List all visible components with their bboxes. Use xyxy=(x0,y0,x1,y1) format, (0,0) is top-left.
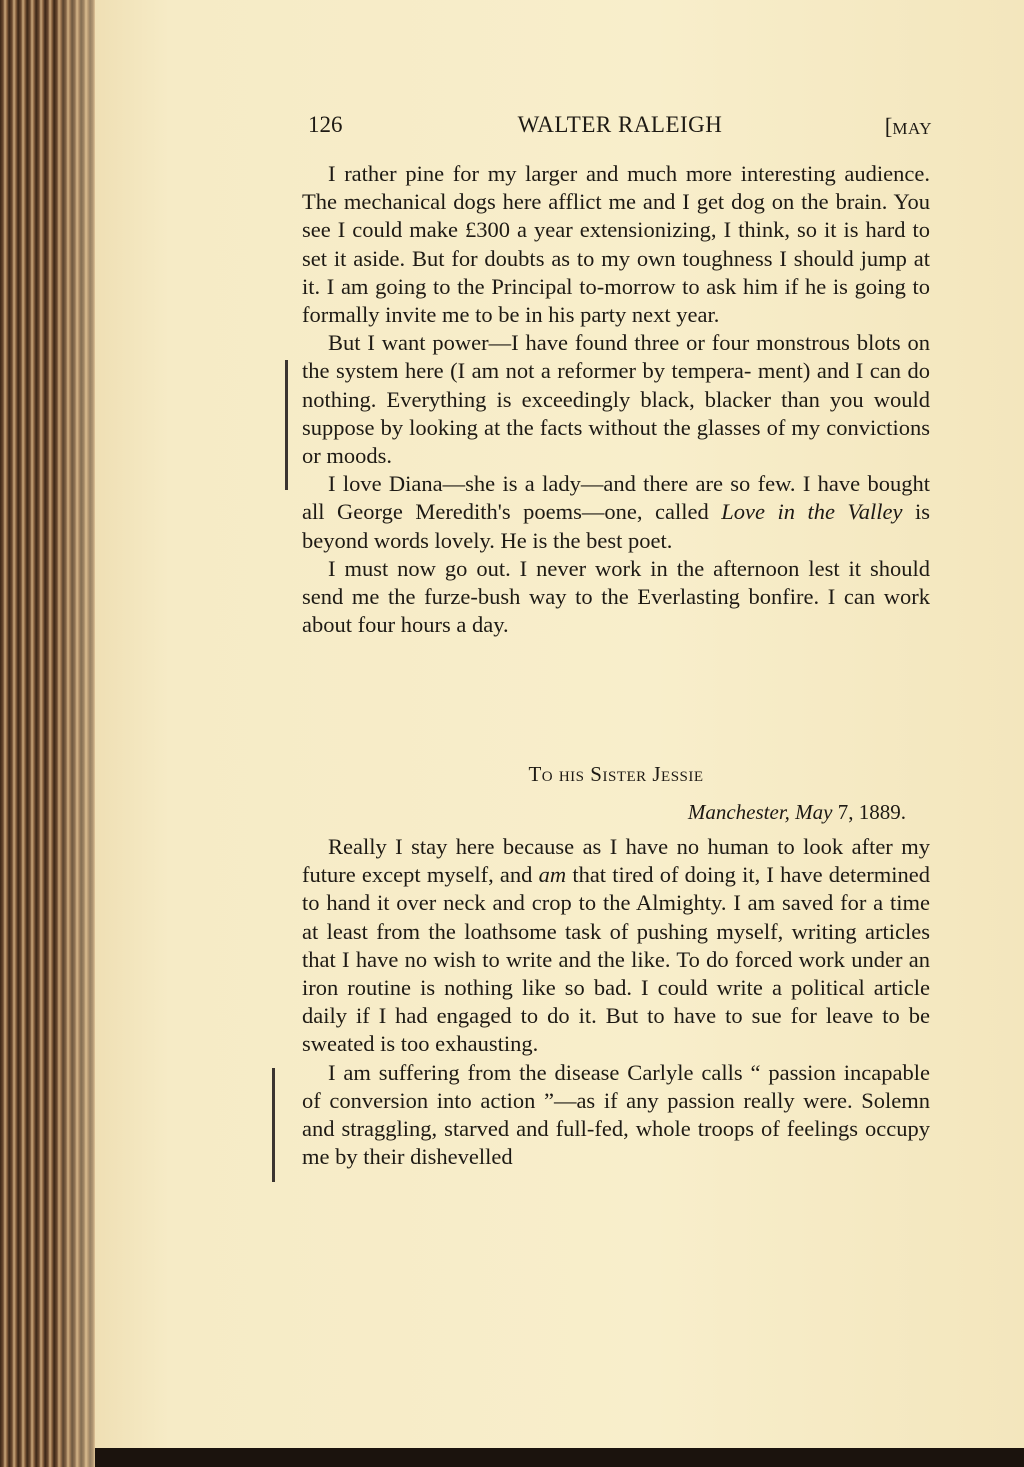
paragraph xyxy=(302,470,930,555)
page-bottom-shadow xyxy=(95,1448,1024,1467)
letter-heading: To his Sister Jessie xyxy=(528,762,704,786)
paragraph-text: that tired of doing it, I have determined to hand it over neck and crop to the Almighty. I am saved for a time at least from the loathsome task of pushing myself, writing articles that I have no wish to write and the like. To do forced work under an iron routine is nothing like so bad. I could write a political article daily if I had engaged to do it. But to have to sue for leave to be sweated is too exhausting. xyxy=(302,862,930,1057)
book-title: Love in the Valley xyxy=(721,499,903,525)
margin-mark xyxy=(285,360,288,490)
paragraph: I must now go out. I never work in the afternoon lest it should send me the furze-bush way to the Everlasting bonfire. I can work about four hours a day. xyxy=(302,555,930,638)
running-title: WALTER RALEIGH xyxy=(517,112,723,137)
page-number: 126 xyxy=(308,112,343,137)
paragraph: But I want power—I have found three or four monstrous blots on the system here (I am not a reformer by tempera- ment) and I can do nothing. Everything is exceedingly black, blacker than you would suppose by looking at the facts without the glasses of my convictions or moods. xyxy=(302,330,930,469)
paragraph: I rather pine for my larger and much more interesting audience. The mechanical dogs here afflict me and I get dog on the brain. You see I could make £300 a year extensionizing, I think, so it is hard to set it aside. But for doubts as to my own toughness I should jump at it. I am going to the Principal to-morrow to ask him if he is going to formally invite me to be in his party next year. xyxy=(302,161,930,328)
running-header xyxy=(308,112,932,142)
paragraph-text: I love Diana—she is a lady—and there are so few. I have bought all George Meredith's poems—one, called xyxy=(302,471,930,525)
month-bracket: [ xyxy=(884,114,893,139)
letter-body xyxy=(302,833,930,1171)
paragraph xyxy=(302,833,930,1059)
letter-month: May xyxy=(795,800,833,824)
margin-mark xyxy=(272,1068,275,1182)
paragraph-text: is beyond words lovely. He is the best poet. xyxy=(302,499,931,553)
paragraph: I am suffering from the disease Carlyle calls “ passion incapable of conversion into action ”—as if any passion really were. Solemn and straggling, starved and full-fed, whole troops of feelings occupy me by their dishevelled xyxy=(302,1059,930,1170)
emphasis: am xyxy=(538,862,567,888)
letter-date: 7, 1889. xyxy=(837,800,906,824)
letter-continued xyxy=(302,160,930,639)
letter-dateline xyxy=(688,800,906,825)
paragraph-text: Really I stay here because as I have no human to look after my future except myself, and xyxy=(302,834,930,888)
letter-place: Manchester, xyxy=(687,800,790,824)
month-label: MAY xyxy=(892,119,932,138)
running-month xyxy=(885,114,932,140)
